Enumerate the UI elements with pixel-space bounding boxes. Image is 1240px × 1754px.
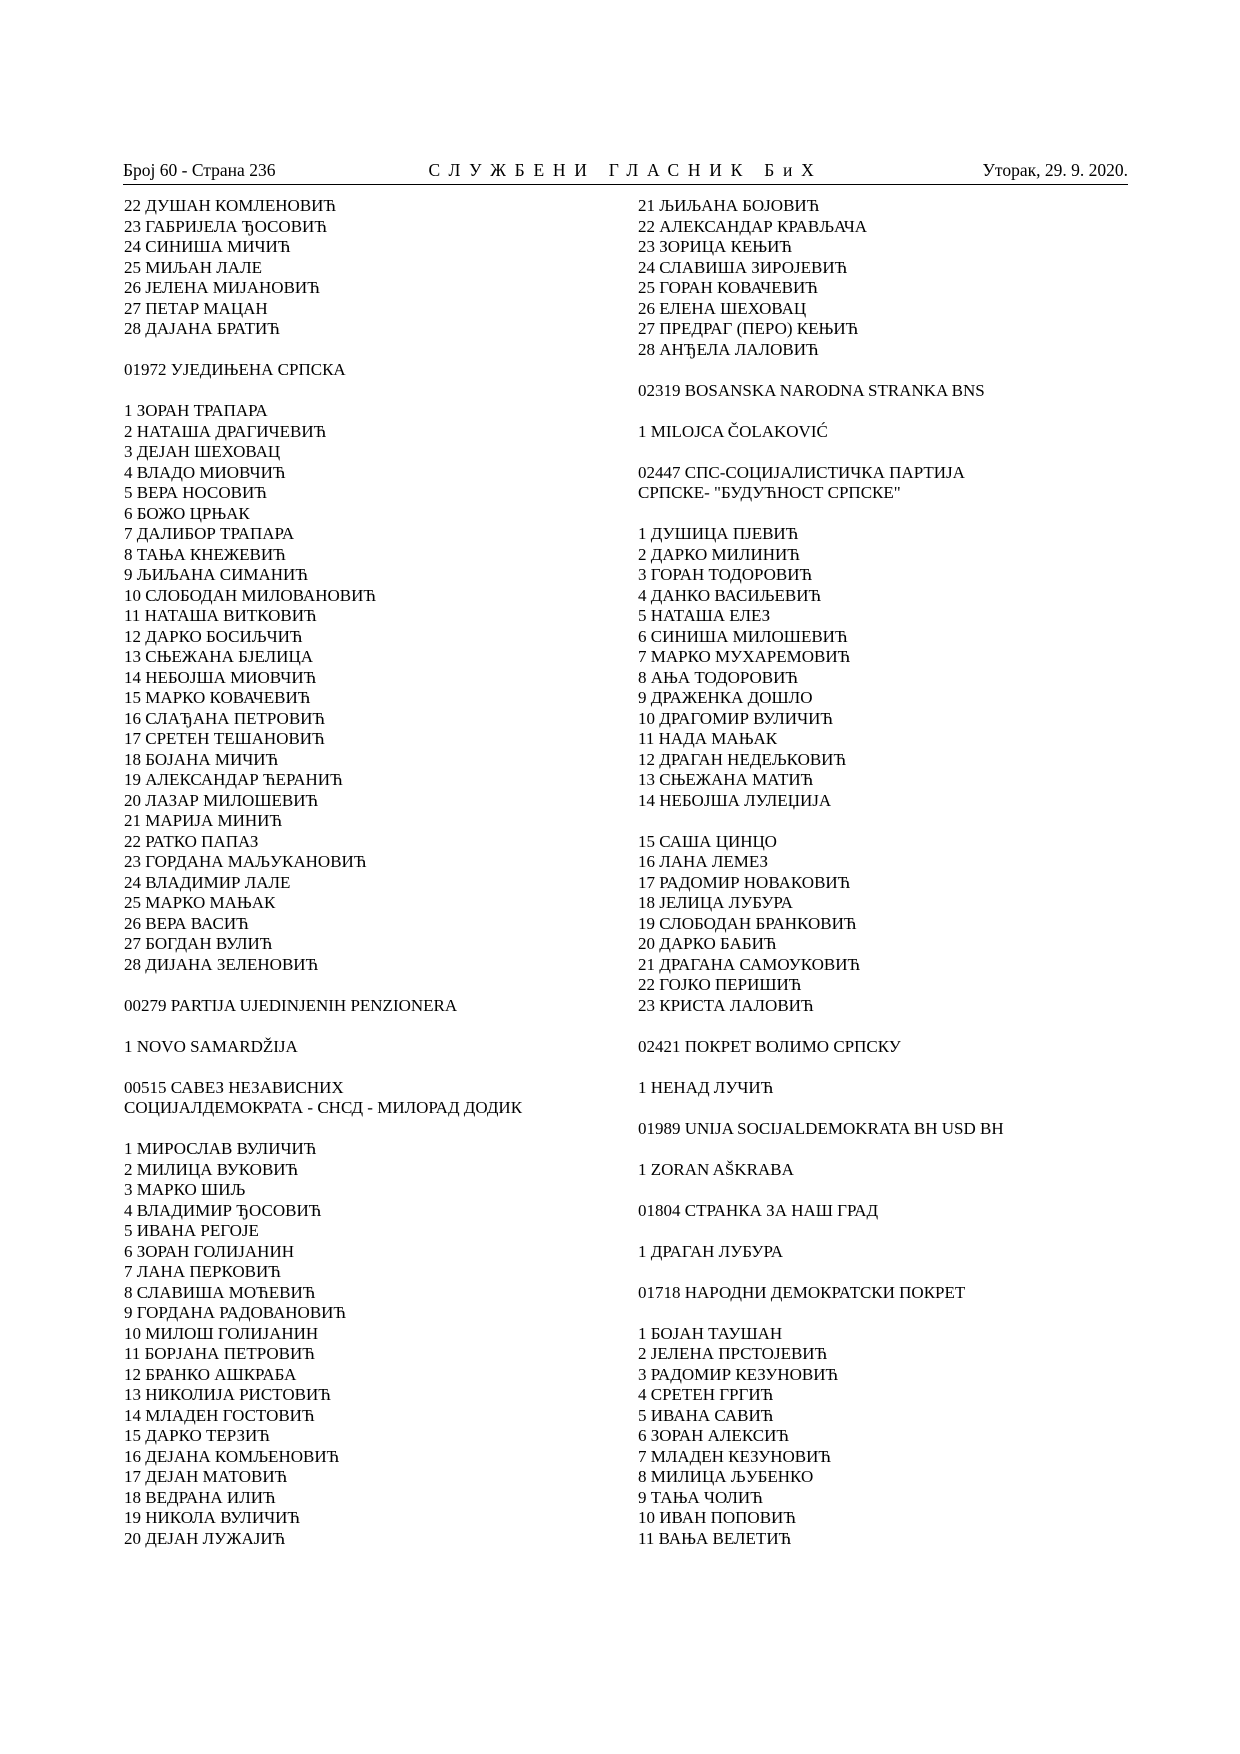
- blank-line: [638, 442, 1128, 463]
- list-item: 3 МАРКО ШИЉ: [124, 1180, 246, 1199]
- list-item: 18 БОЈАНА МИЧИЋ: [124, 749, 279, 769]
- list-item: 27 ПРЕДРАГ (ПЕРО) КЕЊИЋ: [638, 319, 859, 338]
- list-item: 15 МАРКО КОВАЧЕВИЋ: [124, 688, 311, 707]
- list-item: 12 БРАНКО АШКРАБА: [124, 1364, 297, 1384]
- blank-line: [124, 381, 604, 402]
- list-item: 4 ДАНКО ВАСИЉЕВИЋ: [638, 585, 822, 605]
- list-item: 02447 СПС-СОЦИЈАЛИСТИЧКА ПАРТИЈА: [638, 462, 965, 482]
- list-item: 11 ВАЊА ВЕЛЕТИЋ: [638, 1528, 792, 1548]
- list-item: 24 ВЛАДИМИР ЛАЛЕ: [124, 872, 291, 892]
- list-item: 26 ЕЛЕНА ШЕХОВАЦ: [638, 298, 807, 318]
- list-item: 1 ДУШИЦА ПЈЕВИЋ: [638, 524, 799, 543]
- list-item: 02421 ПОКРЕТ ВОЛИМО СРПСКУ: [638, 1036, 901, 1056]
- list-item: 2 ДАРКО МИЛИНИЋ: [638, 544, 800, 564]
- list-item: 01972 УЈЕДИЊЕНА СРПСКА: [124, 360, 346, 379]
- list-item: 4 ВЛАДИМИР ЂОСОВИЋ: [124, 1200, 322, 1220]
- list-item: 4 ВЛАДО МИОВЧИЋ: [124, 462, 286, 482]
- list-item: 22 АЛЕКСАНДАР КРАВЉАЧА: [638, 216, 868, 236]
- blank-line: [638, 360, 1128, 381]
- list-item: 18 ВЕДРАНА ИЛИЋ: [124, 1487, 276, 1507]
- blank-line: [638, 1057, 1128, 1078]
- list-item: 1 ZORAN AŠKRABA: [638, 1159, 794, 1179]
- blank-line: [638, 1303, 1128, 1324]
- blank-line: [638, 1139, 1128, 1160]
- list-item: 11 НАДА МАЊАК: [638, 729, 778, 748]
- list-item: 7 МЛАДЕН КЕЗУНОВИЋ: [638, 1446, 832, 1466]
- list-item: 22 ГОЈКО ПЕРИШИЋ: [638, 975, 802, 994]
- list-item: 02319 BOSANSKA NARODNA STRANKA BNS: [638, 380, 985, 400]
- list-item: 4 СРЕТЕН ГРГИЋ: [638, 1385, 774, 1404]
- blank-line: [124, 1016, 604, 1037]
- blank-line: [638, 504, 1128, 525]
- list-item: 16 ДЕЈАНА КОМЉЕНОВИЋ: [124, 1446, 340, 1466]
- list-item: 00515 САВЕЗ НЕЗАВИСНИХ: [124, 1077, 344, 1097]
- list-item: 1 ЗОРАН ТРАПАРА: [124, 401, 268, 420]
- list-item: 27 ПЕТАР МАЦАН: [124, 298, 268, 318]
- list-item: 5 НАТАША ЕЛЕЗ: [638, 606, 771, 625]
- list-item: 5 ВЕРА НОСОВИЋ: [124, 483, 267, 502]
- right-column: [638, 196, 1128, 1549]
- list-item: 01804 СТРАНКА ЗА НАШ ГРАД: [638, 1200, 879, 1220]
- list-item: 2 МИЛИЦА ВУКОВИЋ: [124, 1159, 299, 1179]
- list-item: СОЦИЈАЛДЕМОКРАТА - СНСД - МИЛОРАД ДОДИК: [124, 1098, 523, 1117]
- list-item: 25 МИЉАН ЛАЛЕ: [124, 257, 262, 277]
- list-item: 7 ДАЛИБОР ТРАПАРА: [124, 524, 295, 543]
- publication-date: Уторак, 29. 9. 2020.: [982, 160, 1128, 180]
- list-item: 9 ГОРДАНА РАДОВАНОВИЋ: [124, 1303, 347, 1322]
- list-item: 24 СЛАВИША ЗИРОЈЕВИЋ: [638, 257, 848, 277]
- list-item: 11 НАТАША ВИТКОВИЋ: [124, 606, 317, 625]
- list-item: 1 NOVO SAMARDŽIJA: [124, 1036, 298, 1056]
- list-item: 5 ИВАНА РЕГОЈЕ: [124, 1221, 259, 1240]
- list-item: 8 МИЛИЦА ЉУБЕНКО: [638, 1467, 814, 1486]
- list-item: 28 ДАЈАНА БРАТИЋ: [124, 319, 280, 338]
- list-item: 20 ЛАЗАР МИЛОШЕВИЋ: [124, 790, 319, 810]
- list-item: 6 ЗОРАН АЛЕКСИЋ: [638, 1426, 789, 1445]
- blank-line: [124, 975, 604, 996]
- list-item: 17 ДЕЈАН МАТОВИЋ: [124, 1467, 288, 1486]
- list-item: 15 САША ЦИНЦО: [638, 831, 777, 851]
- list-item: 13 СЊЕЖАНА БЈЕЛИЦА: [124, 647, 314, 666]
- list-item: 20 ДЕЈАН ЛУЖАЈИЋ: [124, 1528, 286, 1548]
- blank-line: [638, 811, 1128, 832]
- blank-line: [638, 1180, 1128, 1201]
- list-item: 14 МЛАДЕН ГОСТОВИЋ: [124, 1405, 315, 1425]
- list-item: 25 МАРКО МАЊАК: [124, 893, 276, 912]
- list-item: 19 СЛОБОДАН БРАНКОВИЋ: [638, 913, 857, 933]
- list-item: 22 ДУШАН КОМЛЕНОВИЋ: [124, 196, 337, 215]
- list-item: 10 ИВАН ПОПОВИЋ: [638, 1508, 796, 1527]
- blank-line: [638, 1262, 1128, 1283]
- list-item: 5 ИВАНА САВИЋ: [638, 1405, 774, 1425]
- list-item: 28 АНЂЕЛА ЛАЛОВИЋ: [638, 339, 819, 359]
- list-item: 1 ДРАГАН ЛУБУРА: [638, 1241, 784, 1261]
- list-item: 23 ГОРДАНА МАЉУКАНОВИЋ: [124, 852, 367, 871]
- list-item: 28 ДИЈАНА ЗЕЛЕНОВИЋ: [124, 954, 319, 974]
- list-item: 2 ЈЕЛЕНА ПРСТОЈЕВИЋ: [638, 1344, 828, 1363]
- list-item: 23 ГАБРИЈЕЛА ЂОСОВИЋ: [124, 216, 327, 236]
- page-header: [123, 160, 1128, 185]
- list-item: 01989 UNIJA SOCIJALDEMOKRATA BH USD BH: [638, 1118, 1004, 1138]
- blank-line: [638, 1016, 1128, 1037]
- list-item: 12 ДРАГАН НЕДЕЉКОВИЋ: [638, 749, 847, 769]
- list-item: 7 МАРКО МУХАРЕМОВИЋ: [638, 647, 851, 666]
- list-item: 27 БОГДАН ВУЛИЋ: [124, 934, 273, 953]
- list-item: 21 МАРИЈА МИНИЋ: [124, 811, 283, 830]
- list-item: 1 MILOJCA ČOLAKOVIĆ: [638, 421, 828, 441]
- list-item: 8 СЛАВИША МОЋЕВИЋ: [124, 1282, 316, 1302]
- list-item: 17 РАДОМИР НОВАКОВИЋ: [638, 872, 851, 892]
- list-item: 14 НЕБОЈША ЛУЛЕЏИЈА: [638, 790, 832, 810]
- publication-title: СЛУЖБЕНИ ГЛАСНИК БиХ: [428, 160, 823, 180]
- list-item: 10 СЛОБОДАН МИЛОВАНОВИЋ: [124, 585, 376, 605]
- list-item: 1 НЕНАД ЛУЧИЋ: [638, 1077, 774, 1097]
- list-item: 25 ГОРАН КОВАЧЕВИЋ: [638, 278, 818, 297]
- blank-line: [124, 1057, 604, 1078]
- list-item: 3 РАДОМИР КЕЗУНОВИЋ: [638, 1364, 839, 1384]
- list-item: 23 КРИСТА ЛАЛОВИЋ: [638, 995, 814, 1015]
- list-item: 8 ТАЊА КНЕЖЕВИЋ: [124, 544, 286, 564]
- list-item: 1 МИРОСЛАВ ВУЛИЧИЋ: [124, 1139, 317, 1158]
- list-item: 16 ЛАНА ЛЕМЕЗ: [638, 852, 768, 871]
- list-item: СРПСКЕ- "БУДУЋНОСТ СРПСКЕ": [638, 483, 901, 502]
- list-item: 7 ЛАНА ПЕРКОВИЋ: [124, 1262, 281, 1281]
- list-item: 18 ЈЕЛИЦА ЛУБУРА: [638, 893, 793, 912]
- list-item: 9 ТАЊА ЧОЛИЋ: [638, 1487, 763, 1507]
- list-item: 6 ЗОРАН ГОЛИЈАНИН: [124, 1241, 294, 1261]
- list-item: 11 БОРЈАНА ПЕТРОВИЋ: [124, 1344, 315, 1363]
- blank-line: [638, 1221, 1128, 1242]
- list-item: 19 НИКОЛА ВУЛИЧИЋ: [124, 1508, 301, 1527]
- list-item: 14 НЕБОЈША МИОВЧИЋ: [124, 667, 317, 687]
- list-item: 20 ДАРКО БАБИЋ: [638, 934, 777, 953]
- list-item: 00279 PARTIJA UJEDINJENIH PENZIONERA: [124, 995, 458, 1015]
- list-item: 2 НАТАША ДРАГИЧЕВИЋ: [124, 421, 327, 441]
- blank-line: [124, 340, 604, 361]
- issue-page-number: Број 60 - Страна 236: [123, 160, 276, 180]
- list-item: 17 СРЕТЕН ТЕШАНОВИЋ: [124, 729, 325, 748]
- list-item: 6 СИНИША МИЛОШЕВИЋ: [638, 626, 848, 646]
- list-item: 3 ДЕЈАН ШЕХОВАЦ: [124, 442, 281, 461]
- blank-line: [638, 1098, 1128, 1119]
- list-item: 16 СЛАЂАНА ПЕТРОВИЋ: [124, 708, 326, 728]
- blank-line: [638, 401, 1128, 422]
- list-item: 26 ЈЕЛЕНА МИЈАНОВИЋ: [124, 278, 320, 297]
- list-item: 8 АЊА ТОДОРОВИЋ: [638, 667, 798, 687]
- list-item: 19 АЛЕКСАНДАР ЋЕРАНИЋ: [124, 770, 343, 789]
- list-item: 21 ДРАГАНА САМОУКОВИЋ: [638, 954, 861, 974]
- list-item: 10 МИЛОШ ГОЛИЈАНИН: [124, 1323, 319, 1343]
- list-item: 13 СЊЕЖАНА МАТИЋ: [638, 770, 814, 789]
- list-item: 26 ВЕРА ВАСИЋ: [124, 913, 249, 933]
- list-item: 3 ГОРАН ТОДОРОВИЋ: [638, 565, 813, 584]
- list-item: 21 ЉИЉАНА БОЈОВИЋ: [638, 196, 820, 215]
- list-item: 13 НИКОЛИЈА РИСТОВИЋ: [124, 1385, 331, 1404]
- list-item: 15 ДАРКО ТЕРЗИЋ: [124, 1426, 270, 1445]
- blank-line: [124, 1119, 604, 1140]
- list-item: 9 ДРАЖЕНКА ДОШЛО: [638, 688, 813, 707]
- list-item: 10 ДРАГОМИР ВУЛИЧИЋ: [638, 708, 833, 728]
- list-item: 01718 НАРОДНИ ДЕМОКРАТСКИ ПОКРЕТ: [638, 1282, 966, 1302]
- list-item: 24 СИНИША МИЧИЋ: [124, 237, 291, 256]
- list-item: 9 ЉИЉАНА СИМАНИЋ: [124, 565, 308, 584]
- list-item: 23 ЗОРИЦА КЕЊИЋ: [638, 237, 793, 256]
- list-item: 6 БОЖО ЦРЊАК: [124, 503, 250, 523]
- list-item: 1 БОЈАН ТАУШАН: [638, 1323, 783, 1343]
- list-item: 12 ДАРКО БОСИЉЧИЋ: [124, 626, 303, 646]
- list-item: 22 РАТКО ПАПАЗ: [124, 831, 259, 851]
- left-column: [124, 196, 604, 1549]
